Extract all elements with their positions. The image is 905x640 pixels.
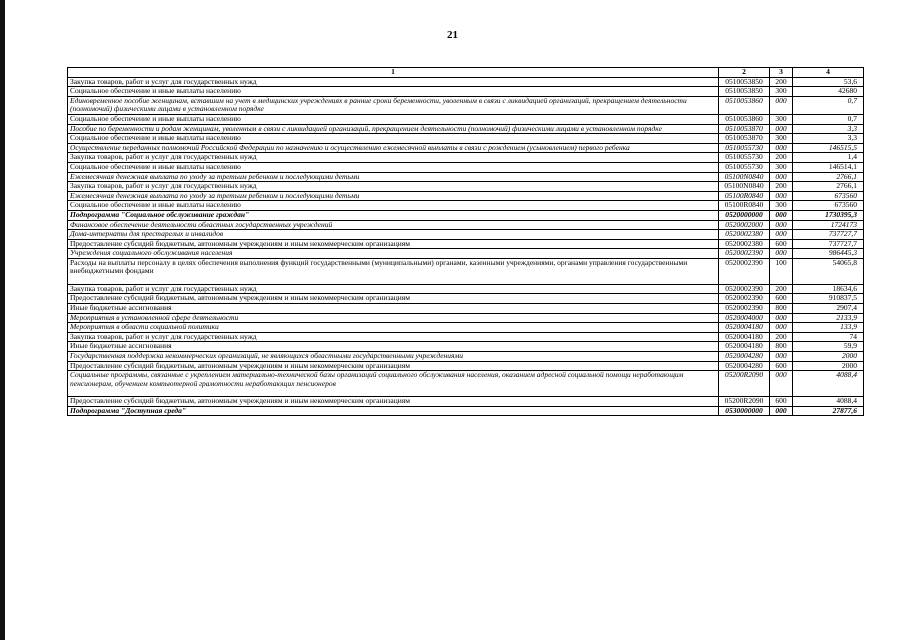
table-row <box>68 258 864 284</box>
table-row <box>68 230 864 240</box>
row-name: Финансовое обеспечение деятельности областных государственных учреждений <box>68 220 719 230</box>
row-sum: 2907,4 <box>793 304 864 314</box>
table-row <box>68 342 864 352</box>
table-row <box>68 191 864 201</box>
row-name: Предоставление субсидий бюджетным, автономным учреждениям и иным некоммерческим организациям <box>68 239 719 249</box>
row-type: 000 <box>770 323 793 333</box>
row-sum: 2133,9 <box>793 313 864 323</box>
row-type: 000 <box>770 210 793 220</box>
row-name: Социальное обеспечение и иные выплаты населению <box>68 87 719 97</box>
table-row <box>68 361 864 371</box>
row-type: 200 <box>770 182 793 192</box>
row-sum: 59,9 <box>793 342 864 352</box>
row-name: Социальное обеспечение и иные выплаты населению <box>68 201 719 211</box>
row-name: Мероприятия в установленной сфере деятельности <box>68 313 719 323</box>
row-code: 0510053860 <box>719 96 770 114</box>
row-type: 600 <box>770 397 793 407</box>
row-code: 0520002390 <box>719 258 770 284</box>
table-row <box>68 182 864 192</box>
row-sum: 3,3 <box>793 134 864 144</box>
header-col-code: 2 <box>719 68 770 78</box>
row-name: Пособие по беременности и родам женщинам, уволенным в связи с ликвидацией организаций, прекращением деятельности (полномочий) физическими лицами в установленном порядке <box>68 124 719 134</box>
row-code: 0520004180 <box>719 323 770 333</box>
row-sum: 910837,5 <box>793 294 864 304</box>
row-sum: 18634,6 <box>793 284 864 294</box>
table-row <box>68 239 864 249</box>
row-code: 0520004000 <box>719 313 770 323</box>
row-sum: 986445,3 <box>793 249 864 259</box>
row-type: 000 <box>770 313 793 323</box>
row-type: 000 <box>770 220 793 230</box>
row-type: 000 <box>770 230 793 240</box>
row-name: Осуществление переданных полномочий Российской Федерации по назначению и осуществлению ежемесячной выплаты в связи с рождением (усыновлением) первого ребенка <box>68 143 719 153</box>
row-sum: 673560 <box>793 201 864 211</box>
row-type: 200 <box>770 284 793 294</box>
row-name: Единовременное пособие женщинам, вставшим на учет в медицинских учреждениях в ранние сроки беременности, уволенным в связи с ликвидацией организаций, прекращением деятельности (полномочий) физическими лицами в установленном порядке <box>68 96 719 114</box>
row-name: Подпрограмма "Социальное обслуживание граждан" <box>68 210 719 220</box>
row-code: 0520002380 <box>719 230 770 240</box>
row-type: 200 <box>770 332 793 342</box>
row-name: Социальное обеспечение и иные выплаты населению <box>68 162 719 172</box>
row-type: 300 <box>770 134 793 144</box>
row-type: 000 <box>770 406 793 416</box>
row-code: 05100R0840 <box>719 201 770 211</box>
row-name: Государственная поддержка некоммерческих организаций, не являющихся областными государственными учреждениями <box>68 352 719 362</box>
row-type: 300 <box>770 162 793 172</box>
table-row <box>68 201 864 211</box>
row-type: 800 <box>770 304 793 314</box>
row-code: 05200R2090 <box>719 397 770 407</box>
row-code: 0520004280 <box>719 361 770 371</box>
table-row <box>68 352 864 362</box>
row-sum: 2000 <box>793 361 864 371</box>
table-row <box>68 96 864 114</box>
page-number: 21 <box>447 29 458 41</box>
row-name: Ежемесячная денежная выплата по уходу за третьим ребенком и последующими детьми <box>68 191 719 201</box>
table-row <box>68 143 864 153</box>
row-code: 05100N0840 <box>719 182 770 192</box>
table-row <box>68 134 864 144</box>
row-code: 05100N0840 <box>719 172 770 182</box>
row-type: 000 <box>770 172 793 182</box>
row-code: 0520002380 <box>719 239 770 249</box>
table-row <box>68 124 864 134</box>
table-row <box>68 397 864 407</box>
row-sum: 74 <box>793 332 864 342</box>
row-code: 0520002390 <box>719 284 770 294</box>
row-type: 000 <box>770 249 793 259</box>
row-name: Мероприятия в области социальной политики <box>68 323 719 333</box>
row-name: Предоставление субсидий бюджетным, автономным учреждениям и иным некоммерческим организациям <box>68 294 719 304</box>
row-code: 0510053860 <box>719 114 770 124</box>
row-name: Подпрограмма "Доступная среда" <box>68 406 719 416</box>
row-type: 300 <box>770 87 793 97</box>
row-sum: 1730395,3 <box>793 210 864 220</box>
row-type: 000 <box>770 371 793 397</box>
table-row <box>68 371 864 397</box>
row-sum: 146515,5 <box>793 143 864 153</box>
table-header-row <box>68 68 864 78</box>
table-row <box>68 406 864 416</box>
scan-left-edge <box>0 0 5 640</box>
row-code: 0520002390 <box>719 294 770 304</box>
budget-table <box>67 67 864 416</box>
row-type: 100 <box>770 258 793 284</box>
row-code: 0520004180 <box>719 342 770 352</box>
table-row <box>68 304 864 314</box>
row-type: 000 <box>770 143 793 153</box>
row-code: 0510053870 <box>719 124 770 134</box>
row-name: Дома-интернаты для престарелых и инвалидов <box>68 230 719 240</box>
table-row <box>68 313 864 323</box>
row-type: 200 <box>770 77 793 87</box>
row-type: 000 <box>770 96 793 114</box>
row-sum: 2766,1 <box>793 172 864 182</box>
row-sum: 0,7 <box>793 96 864 114</box>
row-sum: 1,4 <box>793 153 864 163</box>
row-code: 0520000000 <box>719 210 770 220</box>
table-row <box>68 284 864 294</box>
row-sum: 27877,6 <box>793 406 864 416</box>
row-code: 0510055730 <box>719 143 770 153</box>
row-name: Закупка товаров, работ и услуг для государственных нужд <box>68 284 719 294</box>
header-col-name: 1 <box>68 68 719 78</box>
row-sum: 2000 <box>793 352 864 362</box>
row-sum: 737727,7 <box>793 230 864 240</box>
row-name: Социальное обеспечение и иные выплаты населению <box>68 114 719 124</box>
row-type: 600 <box>770 361 793 371</box>
row-sum: 737727,7 <box>793 239 864 249</box>
row-sum: 0,7 <box>793 114 864 124</box>
row-type: 300 <box>770 114 793 124</box>
row-name: Закупка товаров, работ и услуг для государственных нужд <box>68 332 719 342</box>
row-code: 05100R0840 <box>719 191 770 201</box>
row-code: 0520004180 <box>719 332 770 342</box>
table-row <box>68 114 864 124</box>
row-type: 800 <box>770 342 793 352</box>
row-name: Социальное обеспечение и иные выплаты населению <box>68 134 719 144</box>
row-sum: 4088,4 <box>793 397 864 407</box>
row-code: 0510055730 <box>719 153 770 163</box>
table-row <box>68 77 864 87</box>
row-sum: 133,9 <box>793 323 864 333</box>
row-name: Предоставление субсидий бюджетным, автономным учреждениям и иным некоммерческим организациям <box>68 397 719 407</box>
row-sum: 54065,8 <box>793 258 864 284</box>
row-sum: 4088,4 <box>793 371 864 397</box>
row-sum: 673560 <box>793 191 864 201</box>
row-name: Закупка товаров, работ и услуг для государственных нужд <box>68 77 719 87</box>
table-row <box>68 323 864 333</box>
row-type: 000 <box>770 191 793 201</box>
table-row <box>68 332 864 342</box>
row-code: 0510053870 <box>719 134 770 144</box>
table-row <box>68 172 864 182</box>
row-name: Социальные программы, связанные с укреплением материально-технической базы организаций социального обслуживания населения, оказанием адресной социальной помощи неработающим пенсионерам, обучением компьютерной грамотности неработающих пенсионеров <box>68 371 719 397</box>
row-code: 0510055730 <box>719 162 770 172</box>
table-row <box>68 249 864 259</box>
table-row <box>68 294 864 304</box>
row-code: 05200R2090 <box>719 371 770 397</box>
header-col-type: 3 <box>770 68 793 78</box>
row-name: Расходы на выплаты персоналу в целях обеспечения выполнения функций государственными (муниципальными) органами, казенными учреждениями, органами управления государственными внебюджетными фондами <box>68 258 719 284</box>
row-name: Закупка товаров, работ и услуг для государственных нужд <box>68 153 719 163</box>
row-type: 600 <box>770 294 793 304</box>
table-row <box>68 220 864 230</box>
row-name: Предоставление субсидий бюджетным, автономным учреждениям и иным некоммерческим организациям <box>68 361 719 371</box>
row-code: 0510053850 <box>719 87 770 97</box>
row-sum: 2766,1 <box>793 182 864 192</box>
row-type: 300 <box>770 201 793 211</box>
row-type: 200 <box>770 153 793 163</box>
row-sum: 3,3 <box>793 124 864 134</box>
table-row <box>68 87 864 97</box>
row-code: 0520004280 <box>719 352 770 362</box>
table-row <box>68 210 864 220</box>
row-type: 600 <box>770 239 793 249</box>
row-sum: 146514,1 <box>793 162 864 172</box>
row-name: Иные бюджетные ассигнования <box>68 304 719 314</box>
row-code: 0530000000 <box>719 406 770 416</box>
row-code: 0510053850 <box>719 77 770 87</box>
table-row <box>68 162 864 172</box>
row-name: Закупка товаров, работ и услуг для государственных нужд <box>68 182 719 192</box>
header-col-sum: 4 <box>793 68 864 78</box>
row-name: Учреждения социального обслуживания населения <box>68 249 719 259</box>
row-name: Иные бюджетные ассигнования <box>68 342 719 352</box>
row-code: 0520002390 <box>719 249 770 259</box>
table-row <box>68 153 864 163</box>
row-code: 0520002390 <box>719 304 770 314</box>
row-type: 000 <box>770 352 793 362</box>
row-type: 000 <box>770 124 793 134</box>
row-code: 0520002000 <box>719 220 770 230</box>
row-sum: 1724173 <box>793 220 864 230</box>
row-sum: 42680 <box>793 87 864 97</box>
row-sum: 53,6 <box>793 77 864 87</box>
row-name: Ежемесячная денежная выплата по уходу за третьим ребенком и последующими детьми <box>68 172 719 182</box>
